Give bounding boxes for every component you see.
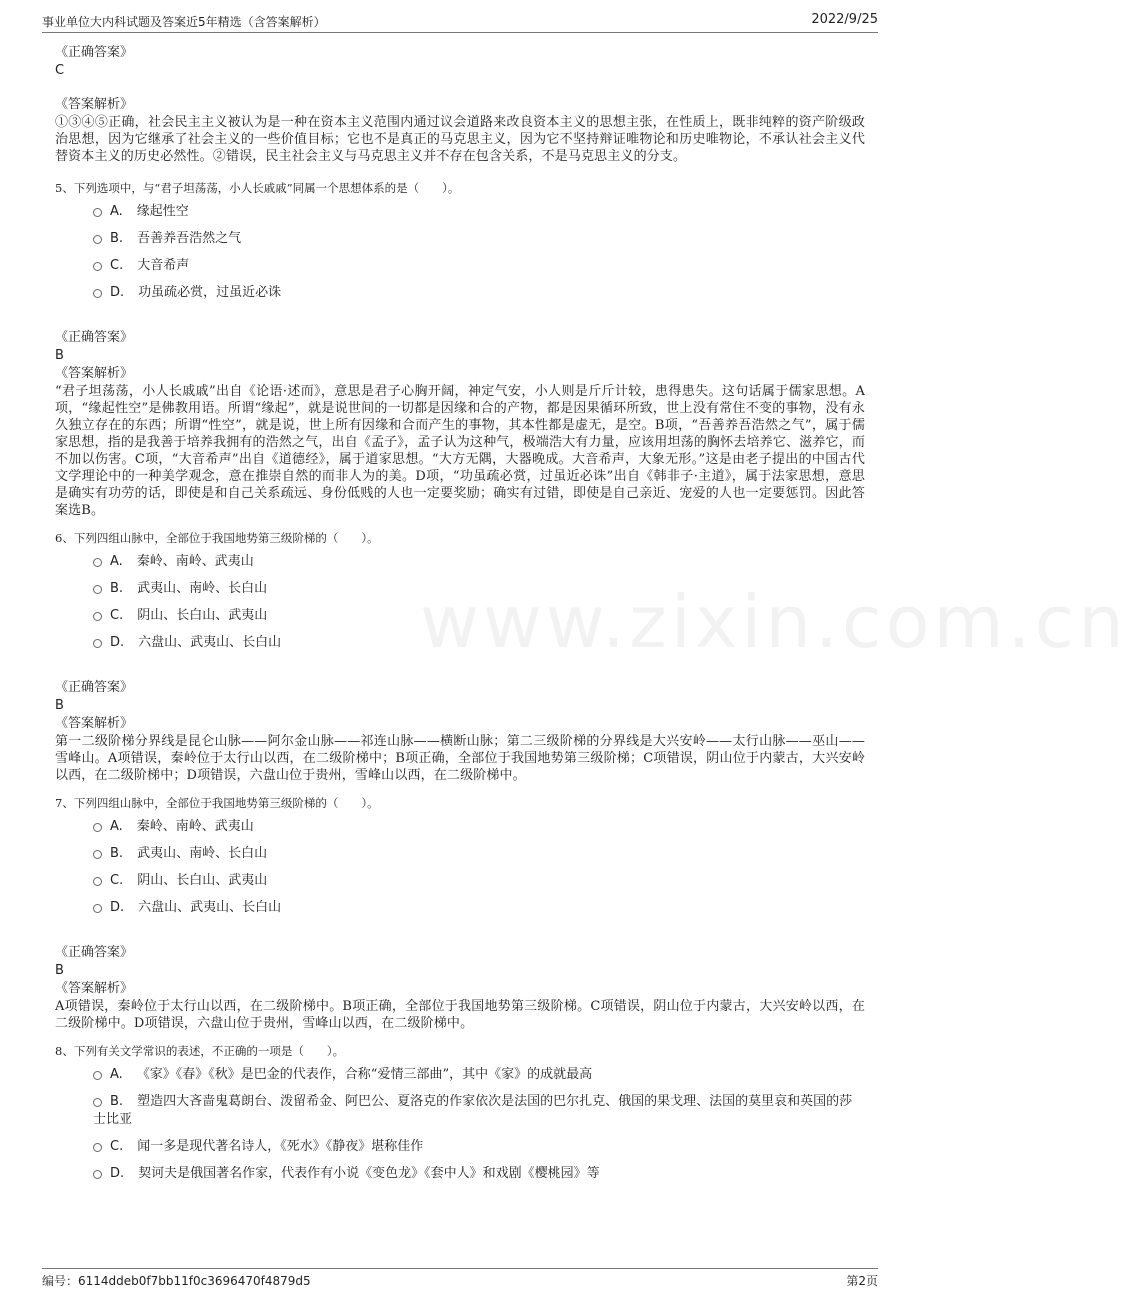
radio-icon[interactable] (93, 208, 102, 217)
radio-icon[interactable] (93, 612, 102, 621)
option-a[interactable]: A. 秦岭、南岭、武夷山 (93, 553, 865, 571)
correct-answer: B (55, 348, 64, 363)
correct-answer-label: 《正确答案》 (55, 680, 134, 695)
radio-icon[interactable] (93, 823, 102, 832)
radio-icon[interactable] (93, 558, 102, 567)
option-a[interactable]: A. 缘起性空 (93, 203, 865, 221)
document-date: 2022/9/25 (811, 12, 878, 27)
analysis-text: “君子坦荡荡，小人长戚戚”出自《论语·述而》，意思是君子心胸开阔，神定气安，小人则是斤斤计较，患得患失。这句话属于儒家思想。A项，“缘起性空”是佛教用语。所谓“缘起”，就是说世间的一切都是因缘和合的产物，都是因果循环所致，世上没有常住不变的事物，没有永久独立存在的东西；所谓“性空”，就是说，世上所有因缘和合而产生的事物，其本性都是虚无，是空。B项，“吾善养吾浩然之气”，属于儒家思想，指的是我善于培养我拥有的浩然之气，出自《孟子》，孟子认为这种气，极端浩大有力量，应该用坦荡的胸怀去培养它、滋养它，而不加以伤害。C项，“大音希声”出自《道德经》，属于道家思想。“大方无隅，大器晚成。大音希声，大象无形。”这是由老子提出的中国古代文学理论中的一种美学观念，意在推崇自然的而非人为的美。D项，“功虽疏必赏，过虽近必诛”出自《韩非子·主道》，属于法家思想，意思是确实有功劳的话，即使是和自己关系疏远、身份低贱的人也一定要奖励；确实有过错，即使是自己亲近、宠爱的人也一定要惩罚。因此答案选B。 (55, 384, 865, 518)
analysis-label: 《答案解析》 (55, 97, 134, 112)
radio-icon[interactable] (93, 262, 102, 271)
option-c[interactable]: C. 阴山、长白山、武夷山 (93, 607, 865, 625)
radio-icon[interactable] (93, 877, 102, 886)
option-a[interactable]: A. 《家》《春》《秋》是巴金的代表作，合称“爱情三部曲”，其中《家》的成就最高 (93, 1066, 865, 1084)
option-d[interactable]: D. 六盘山、武夷山、长白山 (93, 634, 865, 652)
option-a[interactable]: A. 秦岭、南岭、武夷山 (93, 818, 865, 836)
option-b[interactable]: B. 武夷山、南岭、长白山 (93, 845, 865, 863)
option-d[interactable]: D. 功虽疏必赏，过虽近必诛 (93, 284, 865, 302)
option-b[interactable]: B. 吾善养吾浩然之气 (93, 230, 865, 248)
correct-answer: B (55, 698, 64, 713)
document-title: 事业单位大内科试题及答案近5年精选（含答案解析） (42, 15, 326, 29)
option-b[interactable]: B. 塑造四大吝啬鬼葛朗台、泼留希金、阿巴公、夏洛克的作家依次是法国的巴尔扎克、俄国的果戈理、法国的莫里哀和英国的莎士比亚 (93, 1094, 853, 1127)
document-code: 编号：6114ddeb0f7bb11f0c3696470f4879d5 (42, 1274, 311, 1288)
radio-icon[interactable] (93, 1170, 102, 1179)
analysis-text: A项错误，秦岭位于太行山以西，在二级阶梯中。B项正确，全部位于我国地势第三级阶梯。C项错误，阴山位于内蒙古，大兴安岭以西，在二级阶梯中。D项错误，六盘山位于贵州，雪峰山以西，在二级阶梯中。 (55, 999, 865, 1031)
analysis-text: 第一二级阶梯分界线是昆仑山脉——阿尔金山脉——祁连山脉——横断山脉；第二三级阶梯的分界线是大兴安岭——太行山脉——巫山——雪峰山。A项错误，秦岭位于太行山以西，在二级阶梯中；B项正确，全部位于我国地势第三级阶梯；C项错误，阴山位于内蒙古，大兴安岭以西，在二级阶梯中；D项错误，六盘山位于贵州，雪峰山以西，在二级阶梯中。 (55, 734, 865, 783)
option-d[interactable]: D. 六盘山、武夷山、长白山 (93, 899, 865, 917)
page-number: 第2页 (846, 1274, 878, 1288)
analysis-label: 《答案解析》 (55, 366, 134, 381)
watermark: www.zixin.com.cn (420, 580, 1128, 664)
analysis-text: ①③④⑤正确，社会民主主义被认为是一种在资本主义范围内通过议会道路来改良资本主义的思想主张，在性质上，既非纯粹的资产阶级政治思想，因为它继承了社会主义的一些价值目标；它也不是真正的马克思主义，因为它不坚持辩证唯物论和历史唯物论，不承认社会主义代替资本主义的历史必然性。②错误，民主社会主义与马克思主义并不存在包含关系，不是马克思主义的分支。 (55, 115, 865, 164)
option-c[interactable]: C. 闻一多是现代著名诗人，《死水》《静夜》堪称佳作 (93, 1138, 865, 1156)
analysis-label: 《答案解析》 (55, 981, 134, 996)
page-header (42, 10, 878, 33)
correct-answer-label: 《正确答案》 (55, 45, 134, 60)
option-c[interactable]: C. 大音希声 (93, 257, 865, 275)
question-stem: 7、下列四组山脉中，全部位于我国地势第三级阶梯的（ ）。 (55, 796, 379, 810)
radio-icon[interactable] (93, 289, 102, 298)
radio-icon[interactable] (93, 235, 102, 244)
page-footer (42, 1268, 878, 1291)
correct-answer: C (55, 63, 65, 78)
option-b[interactable]: B. 武夷山、南岭、长白山 (93, 580, 865, 598)
page-content (55, 44, 865, 1192)
question-stem: 6、下列四组山脉中，全部位于我国地势第三级阶梯的（ ）。 (55, 531, 379, 545)
option-d[interactable]: D. 契诃夫是俄国著名作家，代表作有小说《变色龙》《套中人》和戏剧《樱桃园》等 (93, 1165, 865, 1183)
option-c[interactable]: C. 阴山、长白山、武夷山 (93, 872, 865, 890)
radio-icon[interactable] (93, 585, 102, 594)
analysis-label: 《答案解析》 (55, 716, 134, 731)
radio-icon[interactable] (93, 1143, 102, 1152)
radio-icon[interactable] (93, 1071, 102, 1080)
correct-answer-label: 《正确答案》 (55, 330, 134, 345)
radio-icon[interactable] (93, 850, 102, 859)
correct-answer-label: 《正确答案》 (55, 945, 134, 960)
radio-icon[interactable] (93, 639, 102, 648)
correct-answer: B (55, 963, 64, 978)
question-stem: 5、下列选项中，与“君子坦荡荡，小人长戚戚”同属一个思想体系的是（ ）。 (55, 181, 460, 195)
radio-icon[interactable] (93, 904, 102, 913)
radio-icon[interactable] (93, 1098, 102, 1107)
question-stem: 8、下列有关文学常识的表述，不正确的一项是（ ）。 (55, 1044, 345, 1058)
